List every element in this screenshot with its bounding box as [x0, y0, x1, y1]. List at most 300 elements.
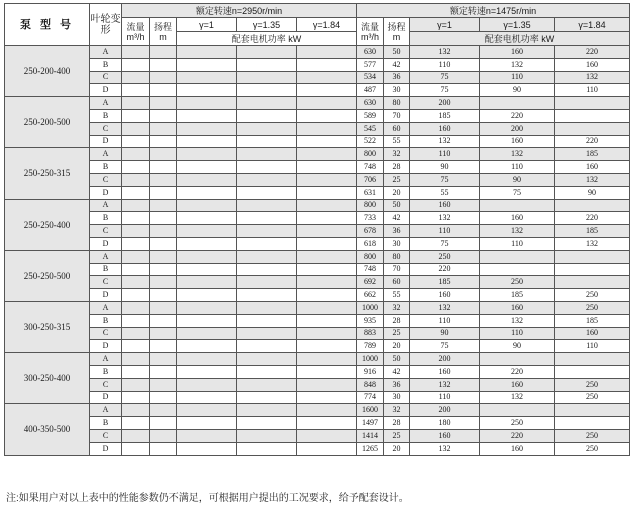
power-2950-g1-cell	[177, 109, 237, 122]
power-2950-g184-cell	[297, 365, 357, 378]
table-row	[5, 378, 630, 391]
flow-2950-cell	[122, 135, 150, 148]
variant-cell: A	[90, 46, 122, 59]
flow-1475-cell: 935	[357, 314, 384, 327]
head-2950-cell	[150, 404, 177, 417]
variant-cell: D	[90, 340, 122, 353]
flow-2950-cell	[122, 404, 150, 417]
head-1475-cell: 55	[384, 135, 410, 148]
power-1475-g135-cell: 132	[480, 58, 555, 71]
head-1475-cell: 80	[384, 97, 410, 110]
power-1475-g135-cell	[480, 97, 555, 110]
head-2950-cell	[150, 263, 177, 276]
table-row	[5, 417, 630, 430]
power-1475-g135-cell: 200	[480, 122, 555, 135]
power-2950-g1-cell	[177, 429, 237, 442]
power-1475-g1-cell: 90	[410, 161, 480, 174]
power-1475-g184-cell: 250	[555, 391, 630, 404]
power-2950-g184-cell	[297, 161, 357, 174]
flow-1475-cell: 774	[357, 391, 384, 404]
table-row	[5, 250, 630, 263]
flow-2950-cell	[122, 263, 150, 276]
head-1475-cell: 20	[384, 186, 410, 199]
table-row	[5, 84, 630, 97]
head-1475-cell: 25	[384, 429, 410, 442]
power-2950-g184-cell	[297, 429, 357, 442]
head-1475-cell: 42	[384, 212, 410, 225]
head-1475-cell: 50	[384, 353, 410, 366]
flow-header-1475	[357, 18, 384, 46]
head-1475-cell: 80	[384, 250, 410, 263]
table-row	[5, 186, 630, 199]
model-cell: 250-200-500	[5, 97, 90, 148]
flow-1475-cell: 487	[357, 84, 384, 97]
power-2950-g1-cell	[177, 71, 237, 84]
power-2950-g135-cell	[237, 135, 297, 148]
head-1475-cell: 30	[384, 391, 410, 404]
power-2950-g135-cell	[237, 109, 297, 122]
power-2950-g1-cell	[177, 263, 237, 276]
flow-2950-cell	[122, 161, 150, 174]
table-row	[5, 391, 630, 404]
speed-1475-header: 额定转速n=1475r/min	[357, 4, 630, 18]
power-2950-g135-cell	[237, 71, 297, 84]
power-2950-g1-cell	[177, 417, 237, 430]
power-2950-g135-cell	[237, 212, 297, 225]
power-2950-g1-cell	[177, 301, 237, 314]
power-2950-g184-cell	[297, 340, 357, 353]
head-2950-cell	[150, 122, 177, 135]
flow-1475-cell: 678	[357, 225, 384, 238]
flow-1475-cell: 631	[357, 186, 384, 199]
variant-cell: C	[90, 71, 122, 84]
flow-label: 流量	[361, 21, 380, 32]
flow-2950-cell	[122, 122, 150, 135]
pump-table-container	[4, 3, 629, 456]
power-2950-g184-cell	[297, 314, 357, 327]
power-1475-g1-cell: 250	[410, 250, 480, 263]
power-1475-g135-cell: 110	[480, 71, 555, 84]
power-2950-g184-cell	[297, 71, 357, 84]
flow-2950-cell	[122, 109, 150, 122]
head-1475-cell: 50	[384, 199, 410, 212]
variant-cell: D	[90, 442, 122, 455]
variant-cell: D	[90, 289, 122, 302]
flow-1475-cell: 1497	[357, 417, 384, 430]
gamma1-header-1475: γ=1	[410, 18, 480, 32]
power-1475-g184-cell: 220	[555, 135, 630, 148]
power-2950-g184-cell	[297, 327, 357, 340]
power-2950-g1-cell	[177, 84, 237, 97]
variant-cell: B	[90, 109, 122, 122]
power-2950-g1-cell	[177, 289, 237, 302]
power-1475-g184-cell	[555, 353, 630, 366]
flow-1475-cell: 522	[357, 135, 384, 148]
flow-2950-cell	[122, 391, 150, 404]
power-2950-g135-cell	[237, 365, 297, 378]
gamma1-header-2950: γ=1	[177, 18, 237, 32]
power-1475-g1-cell: 132	[410, 46, 480, 59]
power-2950-g1-cell	[177, 135, 237, 148]
variant-cell: B	[90, 58, 122, 71]
power-1475-g1-cell: 132	[410, 442, 480, 455]
power-2950-g184-cell	[297, 173, 357, 186]
power-1475-g184-cell: 110	[555, 340, 630, 353]
power-1475-g1-cell: 160	[410, 199, 480, 212]
table-row	[5, 301, 630, 314]
head-2950-cell	[150, 186, 177, 199]
head-2950-cell	[150, 97, 177, 110]
power-1475-g184-cell	[555, 417, 630, 430]
power-2950-g135-cell	[237, 84, 297, 97]
flow-2950-cell	[122, 212, 150, 225]
power-2950-g1-cell	[177, 391, 237, 404]
power-1475-g184-cell	[555, 263, 630, 276]
power-2950-g184-cell	[297, 417, 357, 430]
flow-1475-cell: 916	[357, 365, 384, 378]
flow-2950-cell	[122, 340, 150, 353]
power-2950-g184-cell	[297, 212, 357, 225]
power-1475-g1-cell: 75	[410, 84, 480, 97]
power-2950-g184-cell	[297, 199, 357, 212]
power-2950-g1-cell	[177, 199, 237, 212]
power-1475-g135-cell: 132	[480, 148, 555, 161]
pump-table-body	[5, 46, 630, 456]
flow-1475-cell: 630	[357, 46, 384, 59]
power-2950-g135-cell	[237, 353, 297, 366]
variant-cell: D	[90, 237, 122, 250]
flow-2950-cell	[122, 250, 150, 263]
head-1475-cell: 28	[384, 161, 410, 174]
power-2950-g135-cell	[237, 276, 297, 289]
power-1475-g1-cell: 75	[410, 71, 480, 84]
power-2950-g184-cell	[297, 378, 357, 391]
power-1475-g184-cell: 185	[555, 148, 630, 161]
head-1475-cell: 20	[384, 340, 410, 353]
table-row	[5, 442, 630, 455]
flow-header-2950	[122, 18, 150, 46]
flow-1475-cell: 706	[357, 173, 384, 186]
speed-2950-header: 额定转速n=2950r/min	[122, 4, 357, 18]
table-row	[5, 109, 630, 122]
power-2950-g184-cell	[297, 58, 357, 71]
power-1475-g184-cell: 90	[555, 186, 630, 199]
power-1475-g184-cell: 250	[555, 442, 630, 455]
head-2950-cell	[150, 148, 177, 161]
power-2950-g135-cell	[237, 442, 297, 455]
power-2950-g184-cell	[297, 46, 357, 59]
table-row	[5, 314, 630, 327]
flow-1475-cell: 800	[357, 199, 384, 212]
power-1475-g135-cell: 250	[480, 417, 555, 430]
variant-cell: A	[90, 97, 122, 110]
power-1475-g184-cell: 220	[555, 46, 630, 59]
flow-1475-cell: 800	[357, 250, 384, 263]
power-2950-g135-cell	[237, 378, 297, 391]
head-1475-cell: 28	[384, 417, 410, 430]
variant-cell: D	[90, 84, 122, 97]
power-1475-g184-cell: 132	[555, 237, 630, 250]
power-2950-g135-cell	[237, 429, 297, 442]
power-1475-g135-cell: 160	[480, 442, 555, 455]
power-2950-g135-cell	[237, 263, 297, 276]
head-1475-cell: 36	[384, 378, 410, 391]
power-2950-g184-cell	[297, 289, 357, 302]
table-row	[5, 58, 630, 71]
power-1475-g135-cell: 110	[480, 237, 555, 250]
table-row	[5, 161, 630, 174]
power-2950-g184-cell	[297, 404, 357, 417]
flow-1475-cell: 848	[357, 378, 384, 391]
power-1475-g1-cell: 160	[410, 122, 480, 135]
power-1475-g135-cell: 250	[480, 276, 555, 289]
head-2950-cell	[150, 71, 177, 84]
variant-cell: C	[90, 122, 122, 135]
power-2950-g135-cell	[237, 161, 297, 174]
power-2950-g184-cell	[297, 225, 357, 238]
table-row	[5, 199, 630, 212]
table-row	[5, 340, 630, 353]
power-1475-g184-cell: 220	[555, 212, 630, 225]
head-2950-cell	[150, 84, 177, 97]
power-1475-g184-cell	[555, 97, 630, 110]
power-1475-g135-cell: 90	[480, 340, 555, 353]
power-2950-g1-cell	[177, 378, 237, 391]
flow-1475-cell: 545	[357, 122, 384, 135]
power-2950-g135-cell	[237, 58, 297, 71]
power-2950-g135-cell	[237, 186, 297, 199]
power-2950-g135-cell	[237, 122, 297, 135]
power-1475-g1-cell: 110	[410, 225, 480, 238]
power-1475-g135-cell	[480, 263, 555, 276]
table-row	[5, 404, 630, 417]
flow-2950-cell	[122, 148, 150, 161]
power-2950-g135-cell	[237, 46, 297, 59]
variant-cell: B	[90, 263, 122, 276]
power-1475-g135-cell: 160	[480, 46, 555, 59]
power-2950-g1-cell	[177, 186, 237, 199]
gamma135-header-2950: γ=1.35	[237, 18, 297, 32]
head-2950-cell	[150, 289, 177, 302]
variant-cell: A	[90, 250, 122, 263]
head-1475-cell: 32	[384, 404, 410, 417]
power-2950-g1-cell	[177, 173, 237, 186]
power-1475-g135-cell: 110	[480, 161, 555, 174]
power-1475-g135-cell	[480, 404, 555, 417]
head-2950-cell	[150, 58, 177, 71]
model-cell: 250-250-500	[5, 250, 90, 301]
table-row	[5, 148, 630, 161]
power-2950-g184-cell	[297, 263, 357, 276]
power-2950-g1-cell	[177, 365, 237, 378]
head-1475-cell: 50	[384, 46, 410, 59]
power-2950-g135-cell	[237, 340, 297, 353]
power-1475-g1-cell: 132	[410, 135, 480, 148]
power-1475-g184-cell: 250	[555, 429, 630, 442]
flow-unit: m³/h	[126, 31, 145, 42]
power-1475-g135-cell: 160	[480, 135, 555, 148]
head-2950-cell	[150, 391, 177, 404]
flow-2950-cell	[122, 97, 150, 110]
flow-1475-cell: 789	[357, 340, 384, 353]
power-2950-g184-cell	[297, 84, 357, 97]
model-cell: 250-250-315	[5, 148, 90, 199]
head-2950-cell	[150, 353, 177, 366]
flow-1475-cell: 618	[357, 237, 384, 250]
flow-1475-cell: 577	[357, 58, 384, 71]
power-1475-g135-cell: 160	[480, 301, 555, 314]
head-label: 扬程	[387, 21, 406, 32]
flow-1475-cell: 883	[357, 327, 384, 340]
variant-cell: D	[90, 135, 122, 148]
table-row	[5, 122, 630, 135]
head-2950-cell	[150, 314, 177, 327]
power-2950-g135-cell	[237, 391, 297, 404]
table-row	[5, 276, 630, 289]
power-1475-g184-cell	[555, 365, 630, 378]
power-2950-g184-cell	[297, 276, 357, 289]
power-2950-g135-cell	[237, 327, 297, 340]
power-1475-g184-cell	[555, 404, 630, 417]
flow-1475-cell: 1265	[357, 442, 384, 455]
power-2950-g184-cell	[297, 186, 357, 199]
flow-2950-cell	[122, 365, 150, 378]
power-1475-g135-cell: 185	[480, 289, 555, 302]
power-2950-g135-cell	[237, 417, 297, 430]
flow-1475-cell: 534	[357, 71, 384, 84]
head-1475-cell: 36	[384, 225, 410, 238]
flow-label: 流量	[126, 21, 145, 32]
power-2950-g135-cell	[237, 173, 297, 186]
head-1475-cell: 20	[384, 442, 410, 455]
power-2950-g1-cell	[177, 276, 237, 289]
flow-1475-cell: 1000	[357, 301, 384, 314]
flow-1475-cell: 662	[357, 289, 384, 302]
model-cell: 400-350-500	[5, 404, 90, 455]
variant-cell: A	[90, 148, 122, 161]
flow-2950-cell	[122, 84, 150, 97]
power-1475-g1-cell: 200	[410, 353, 480, 366]
variant-cell: C	[90, 225, 122, 238]
model-cell: 250-200-400	[5, 46, 90, 97]
head-1475-cell: 70	[384, 109, 410, 122]
power-1475-g135-cell: 132	[480, 314, 555, 327]
variant-cell: C	[90, 429, 122, 442]
power-1475-g184-cell	[555, 199, 630, 212]
head-2950-cell	[150, 237, 177, 250]
head-unit: m	[392, 31, 401, 42]
power-2950-g184-cell	[297, 148, 357, 161]
head-2950-cell	[150, 301, 177, 314]
power-1475-g184-cell: 132	[555, 173, 630, 186]
power-2950-g184-cell	[297, 135, 357, 148]
power-1475-g184-cell: 250	[555, 289, 630, 302]
power-1475-g1-cell: 90	[410, 327, 480, 340]
table-row	[5, 212, 630, 225]
head-2950-cell	[150, 442, 177, 455]
variant-cell: B	[90, 417, 122, 430]
power-1475-g1-cell: 110	[410, 58, 480, 71]
power-1475-g184-cell: 185	[555, 225, 630, 238]
variant-cell: C	[90, 276, 122, 289]
power-2950-g135-cell	[237, 199, 297, 212]
head-1475-cell: 70	[384, 263, 410, 276]
flow-1475-cell: 733	[357, 212, 384, 225]
head-2950-cell	[150, 340, 177, 353]
power-1475-g1-cell: 160	[410, 365, 480, 378]
table-row	[5, 46, 630, 59]
power-2950-g135-cell	[237, 237, 297, 250]
power-2950-g184-cell	[297, 442, 357, 455]
head-label: 扬程	[153, 21, 172, 32]
power-1475-g184-cell: 110	[555, 84, 630, 97]
power-1475-g135-cell: 220	[480, 109, 555, 122]
power-1475-g1-cell: 75	[410, 340, 480, 353]
flow-2950-cell	[122, 417, 150, 430]
head-2950-cell	[150, 225, 177, 238]
power-2950-g1-cell	[177, 442, 237, 455]
power-2950-g1-cell	[177, 148, 237, 161]
power-1475-g1-cell: 180	[410, 417, 480, 430]
head-2950-cell	[150, 429, 177, 442]
flow-1475-cell: 630	[357, 97, 384, 110]
gamma184-header-1475: γ=1.84	[555, 18, 630, 32]
variant-header: 叶轮变形	[90, 4, 122, 46]
head-2950-cell	[150, 327, 177, 340]
power-2950-g135-cell	[237, 301, 297, 314]
variant-cell: B	[90, 314, 122, 327]
flow-1475-cell: 1600	[357, 404, 384, 417]
head-1475-cell: 30	[384, 84, 410, 97]
variant-cell: A	[90, 199, 122, 212]
flow-2950-cell	[122, 314, 150, 327]
model-cell: 300-250-315	[5, 301, 90, 352]
head-1475-cell: 25	[384, 173, 410, 186]
variant-cell: A	[90, 301, 122, 314]
power-1475-g1-cell: 185	[410, 109, 480, 122]
table-row	[5, 289, 630, 302]
table-row	[5, 237, 630, 250]
flow-2950-cell	[122, 186, 150, 199]
variant-cell: B	[90, 365, 122, 378]
flow-2950-cell	[122, 289, 150, 302]
power-1475-g135-cell: 110	[480, 327, 555, 340]
variant-cell: C	[90, 173, 122, 186]
power-1475-g1-cell: 132	[410, 301, 480, 314]
power-1475-g1-cell: 55	[410, 186, 480, 199]
gamma184-header-2950: γ=1.84	[297, 18, 357, 32]
power-1475-g184-cell: 160	[555, 161, 630, 174]
power-1475-g1-cell: 185	[410, 276, 480, 289]
power-1475-g1-cell: 75	[410, 237, 480, 250]
head-1475-cell: 36	[384, 71, 410, 84]
flow-1475-cell: 1414	[357, 429, 384, 442]
head-1475-cell: 32	[384, 148, 410, 161]
flow-2950-cell	[122, 225, 150, 238]
head-2950-cell	[150, 212, 177, 225]
power-2950-g135-cell	[237, 404, 297, 417]
flow-2950-cell	[122, 429, 150, 442]
power-2950-g1-cell	[177, 314, 237, 327]
power-2950-g184-cell	[297, 122, 357, 135]
model-header: 泵 型 号	[5, 4, 90, 46]
flow-1475-cell: 800	[357, 148, 384, 161]
flow-1475-cell: 692	[357, 276, 384, 289]
head-1475-cell: 30	[384, 237, 410, 250]
power-1475-g135-cell: 132	[480, 225, 555, 238]
head-header-2950	[150, 18, 177, 46]
power-1475-g184-cell	[555, 109, 630, 122]
